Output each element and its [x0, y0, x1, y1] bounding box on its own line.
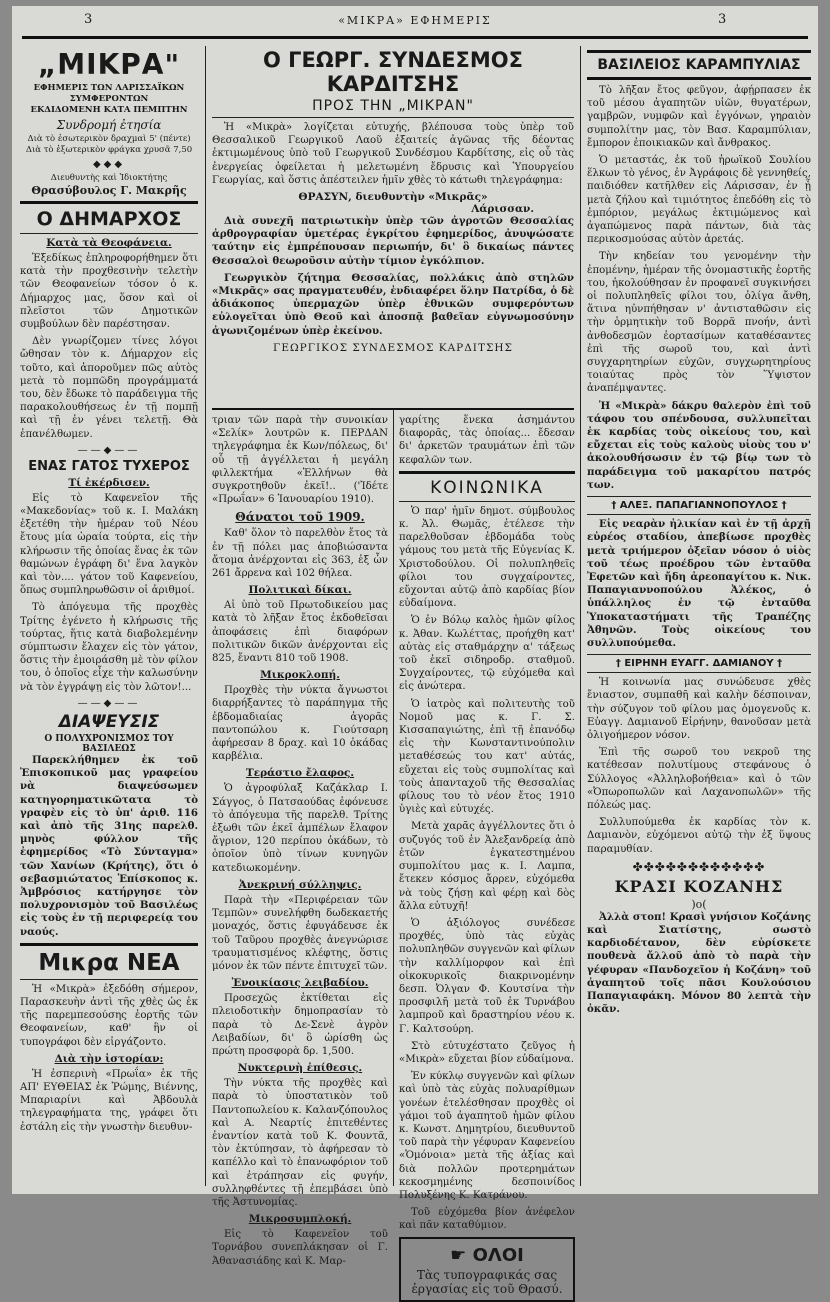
social-item: Ὁ ἀξιόλογος συνέδεσε προχθές, ὑπὸ τὰς εὐχὰς πολυπληθῶν συγγενῶν καὶ φίλων τὴν καλλίμορφον καὶ ἐπὶ οἰκοκυρικοῖς διακρινομένην δεσπ. Ὀλγαν Φ. Κουτσίνα τὴν προσφιλῆ μετὰ τοῦ ἐκ Τυρνάβου λαμπροῦ καὶ δραστηρίου νέου κ. Γ. Καλτσούρη. — [399, 917, 575, 1035]
obituary-paragraph: Τὴν κηδείαν του γενομένην τὴν ἐπομένην, ἡμέραν τῆς ὀνομαστικῆς ἑορτῆς του, ἠκολούθησαν ἐν προφανεῖ συγκινήσει οἱ πολυπληθεῖς φίλοι του, ὀλίγα ἄνθη, ἅτινα ηὐνπήθησαν ν' ἀντισταθῶσιν εἰς τὴν ὁρμητικὴν τοῦ Βορρᾶ πνοήν, ἀντὶ ἀνθοδεσμῶν ἐορτασίμων καταθέσαντες ἐπὶ τῆς σωροῦ του, καὶ ἀντὶ συγχαρητηρίων εὐχῶν, συγχωρητηρίους τοιαύτας πρὸς τὸν Ὕψιστον ἀναπέμψαντες. — [587, 251, 811, 395]
cat-subheading: Τί ἐκέρδισεν. — [68, 476, 150, 489]
obituary-2-paragraph: Εἰς νεαρὰν ἡλικίαν καὶ ἐν τῇ ἀρχῇ εὐρέος σταδίου, ἀπεβίωσε προχθὲς μετὰ τριήμερον ὀξεῖαν νόσον ὁ υἱὸς τοῦ τέως προέδρου τῶν ἐνταῦθα Ἐφετῶν καὶ ἤδη ἀρεοπαγίτου κ. Νικ. Παπαγιαννοπούλου Ἀλέκος, ὁ ὑπάλληλος ἐν τῷ ἐνταῦθα Ὑποκαταστήματι τῆς Τραπέζης Ἀθηνῶν. Τοὺς οἰκείους του συλλυπούμεθα. — [587, 518, 811, 649]
divider — [399, 471, 575, 474]
ornament: ——◆—— — [77, 444, 141, 456]
ornament: ◆◆◆ — [92, 159, 126, 170]
divider — [399, 501, 575, 502]
subscription-title: Συνδρομή ἐτησία — [56, 118, 162, 132]
column-2b — [399, 414, 575, 1296]
civil-paragraph: Αἱ ὑπὸ τοῦ Πρωτοδικείου μας κατὰ τὸ λῆξαν ἔτος ἐκδοθεῖσαι ἀποφάσεις ἐπὶ διαφόρων πολιτικῶν δικῶν ἀνέρχονται εἰς 825, ἔναντι 810 τοῦ 1908. — [212, 600, 388, 665]
obituary-3-paragraph: Συλλυπούμεθα ἐκ καρδίας τὸν κ. Δαμιανὸν, εὐχόμενοι αὐτῷ τὴν ἐξ ὕψους παραμυθίαν. — [587, 817, 811, 855]
page-header — [12, 6, 818, 40]
social-item: Στὸ εὐτυχέστατο ζεῦγος ἡ «Μικρὰ» εὔχεται βίον εὐδαίμονα. — [399, 1040, 575, 1065]
obituary-3-paragraph: Ἐπὶ τῆς σωροῦ του νεκροῦ της κατέθεσαν πολυτίμους στεφάνους ὁ Σύλλογος «Ἀλληλοβοήθεια» καὶ ὁ τῶν «Ὀπωροπωλῶν καὶ Λαχανοπωλῶν» τῆς πόλεώς μας. — [587, 747, 811, 811]
ad-heading — [405, 1245, 569, 1266]
divider — [587, 50, 811, 53]
telegram-paragraph: Διὰ συνεχῆ πατριωτικὴν ὑπὲρ τῶν ἀγροτῶν Θεσσαλίας ἀρθρογραφίαν ὑμετέρας ἐγκρίτου ἐφημερίδος, ἀνυψώσατε ταύτην εἰς ἐμπρέπουσαν περιωπήν, δι' ὃ δικαίως πάντες Θεσσαλοὶ θεωροῦσιν αὐτὴν τίμιον ἐγκόλπιον. — [212, 215, 574, 267]
theft-paragraph: Προχθὲς τὴν νύκτα ἄγνωστοι διαρρήξαντες τὸ παράπηγμα τῆς ἐβδομαδιαίας ἀγορᾶς παντοπώλου κ. Γιούτσαρη ἀφήρεσαν 8 δραχ. καὶ 10 ὀκάδας καρβέλια. — [212, 685, 388, 763]
mayor-subheading: Κατὰ τὰ Θεοφάνεια. — [46, 237, 172, 249]
scuffle-paragraph: Εἰς τὸ Καφενεῖον τοῦ Τορνάβου συνεπλάκησαν οἱ Γ. Ἀθανασιάδης καὶ Κ. Μαρ- — [212, 1229, 388, 1267]
column-divider-1 — [205, 46, 206, 1186]
news-heading: Μικρα ΝΕΑ — [38, 949, 180, 976]
ad-text: Τὰς τυπογραφικάς σας ἐργασίας εἰς τοῦ Θρασύ. — [411, 1267, 563, 1296]
union-subheading: ΠΡΟΣ ΤΗΝ „ΜΙΚΡΑΝ" — [312, 98, 474, 114]
mayor-paragraph: Δὲν γνωρίζομεν τίνες λόγοι ὤθησαν τὸν κ. Δήμαρχον εἰς τοῦτο, καὶ ἀποροῦμεν πῶς αὐτὸς μετὰ τὸ πομπῶδη προγράμματά του, δὲν ἔδωκε τὸ παράδειγμα τῆς παρακολουθήσεως ἐν τῇ πομπῇ καὶ τῇ ἐν γένει τελετῇ. Θὰ ἐπανέλθωμεν. — [20, 336, 198, 440]
cat-paragraph: Εἰς τὸ Καφενεῖον τῆς «Μακεδονίας» τοῦ κ. Ι. Μαλάκη ἐξετέθη τὴν ἡμέραν τοῦ Νέου ἔτους μία ὡραία τούρτα, εἰς τὴν κλήρωσιν τῆς ὁποίας ἕνας ἐκ τῶν θαμώνων ἐγράφη δι' ἕνα λαγκὸν καὶ τὸν.... γάτον τοῦ Καφενείου, ὅπως συμπληρωθῶσιν οἱ ἀριθμοί. — [20, 492, 198, 597]
deer-paragraph: Ὁ ἀγροφύλαξ Καζάκλαρ Ι. Σάγγος, ὁ Πατσαούδας ἐφόνευσε τὸ ἀπόγευμα τῆς παρελθ. Τρίτης ἐξωθι τῶν ἐκεῖ ἀμπέλων ἔλαφον ἄγριον, 120 περίπου ὀκάδων, τὸ ὁποῖον ὑπὸ τίνων κυνηγῶν κατεδιωκομένην. — [212, 783, 388, 874]
scuffle-heading: Μικροσυμπλοκή. — [248, 1213, 352, 1226]
wine-paragraph: Ἀλλὰ στοπ! Κρασὶ γνήσιον Κοζάνης καὶ Σιατίστης, σωστὸ καρδιοδέτανον, δὲν εὑρίσκετε πουθενὰ ἄλλοῦ ἀπὸ τὸ παρὰ τὴν γέφυραν «Πανδοχεῖον ἡ Κοζάνη» τοῦ ἀγαπητοῦ τοῖς πᾶσι Κουλούσιου Παπαγιαφάκη. Μόνον 80 λεπτὰ τὴν ὀκᾶν. — [587, 910, 811, 1016]
mayor-paragraph: Ἐξεδίκως ἐπληροφορήθημεν ὅτι κατὰ τὴν προχθεσινὴν τελετὴν τῶν Θεοφανείων τόσον ὁ κ. Δήμαρχος μας, ὅσον καὶ οἱ πλεῖστοι τῶν Δημοτικῶν συμβούλων δὲν παρέστησαν. — [20, 253, 198, 331]
social-item: Τοῦ εὐχόμεθα βίον ἀνέφελον καὶ πᾶν καταθύμιον. — [399, 1207, 575, 1232]
column-1 — [20, 46, 198, 1191]
column-3 — [587, 46, 811, 1191]
divider — [212, 408, 574, 410]
obituary-2-heading: † ΑΛΕΞ. ΠΑΠΑΓΙΑΝΝΟΠΟΥΛΟΣ † — [611, 500, 787, 512]
theft-heading: Μικροκλοπή. — [260, 669, 340, 682]
obituary-paragraph: Τὸ λῆξαν ἔτος φεῦγον, ἀφῄρπασεν ἐκ τοῦ μέσου ἀγαπητῶν υἱῶν, θυγατέρων, γαμβρῶν, νυμφῶν καὶ ἐγγόνων, γηραιὸν συμπολίτην μας, τὸν Βασ. Καραμπύλιαν, ἔμπορον ἐποικιακῶν καὶ ἄνθρακος. — [587, 85, 811, 149]
page-number-right: 3 — [718, 12, 727, 27]
news-continued: γαρίτης ἕνεκα ἀσημάντου διαφορᾶς, τὰς ὁποίας... ἔδεσαν δι' ἀρκετῶν τραυμάτων ἐπὶ τῶν κεφαλῶν των. — [399, 415, 575, 466]
civil-heading: Πολιτικαὶ δίκαι. — [248, 584, 352, 597]
telegram-signature: ΓΕΩΡΓΙΚΟΣ ΣΥΝΔΕΣΜΟΣ ΚΑΡΔΙΤΣΗΣ — [273, 341, 513, 354]
divider — [212, 117, 574, 118]
divider — [587, 672, 811, 673]
social-item: Ὁ ἰατρὸς καὶ πολιτευτὴς τοῦ Νομοῦ μας κ. Γ. Σ. Κισσαπαγιώτης, ἐπὶ τῇ ἐπανόδῳ εἰς τὴν Κωνσταντινούπολιν μεταθέσεώς του κατ' αὐτάς, εὔχεται εἰς τοὺς συμπολίτας καὶ τοὺς ἀπανταχοῦ τῆς Θεσσαλίας φίλους του τὸ νέον ἔτος 1910 ὑγιὲς καὶ εὐτυχές. — [399, 698, 575, 816]
deaths-paragraph: Καθ' ὅλον τὸ παρελθὸν ἔτος τὰ ἐν τῇ πόλει μας ἀποβιώσαντα ἄτομα ἀνέρχονται εἰς 363, ἐξ ὧν 261 ἄρρενα καὶ 102 θήλεα. — [212, 528, 388, 580]
page-number-left: 3 — [84, 12, 93, 27]
news-paragraph: Ἡ «Μικρὰ» ἐξεδόθη σήμερον, Παρασκευὴν ἀντὶ τῆς χθὲς ὡς ἐκ τῆς παρεμπεσούσης ἑορτῆς τῶν Θεοφανείων, καθ' ἣν οἱ τυπογράφοι δὲν εἰργάζοντο. — [20, 983, 198, 1048]
director-label: Διευθυντὴς καὶ Ἰδιοκτήτης — [50, 173, 168, 183]
divider — [20, 201, 198, 204]
telegram-city: Λάρισσαν. — [471, 203, 534, 216]
social-heading: ΚΟΙΝΩΝΙΚΑ — [430, 477, 544, 498]
column-divider-3 — [393, 410, 394, 1186]
header-rule — [22, 36, 808, 39]
obituary-paragraph: Ἡ «Μικρὰ» δάκρυ θαλερὸν ἐπὶ τοῦ τάφου του σπένδουσα, συλλυπεῖται ἐκ καρδίας τοὺς οἰκείους του, καὶ εὔχεται εἰς τοὺς καλοὺς υἱοὺς του ν' ἀκολουθήσωσιν ἐν τῷ βίῳ των τὸ παράδειγμα τοῦ μακαρίτου πατρός των. — [587, 399, 811, 491]
divider — [20, 943, 198, 946]
denial-subheading: Ο ΠΟΛΥΧΡΟΝΙΣΜΟΣ ΤΟΥ ΒΑΣΙΛΕΩΣ — [44, 733, 174, 754]
ornament: ——◆—— — [77, 697, 141, 709]
lease-heading: Ἐνοικίασις λειβαδίου. — [231, 977, 369, 990]
ornament-border: ✤✤✤✤✤✤✤✤✤✤✤✤ — [632, 859, 766, 874]
ad-title: ΟΛΟΙ — [472, 1244, 524, 1266]
column-2a — [212, 414, 388, 1267]
cat-heading: ΕΝΑΣ ΓΑΤΟΣ ΤΥΧΕΡΟΣ — [28, 458, 190, 474]
news-continued: τριαν τῶν παρὰ τὴν συνοικίαν «Σελίκ» λουτρῶν κ. ΠΕΡΔΑΝ τηλεγράφημα ἐκ Κων/πόλεως, δι' οὗ τῇ ἀγγέλλεται ἡ μεγάλη φιλλεκτήμα «Ἑλλήνων θὰ συγκροτηθοῦν ἐκεῖ!.. ('Ἰδέτε «Πρωΐαν» 6 Ἰανουαρίου 1910). — [212, 415, 388, 506]
social-item: Ἐν κύκλῳ συγγενῶν καὶ φίλων καὶ ὑπὸ τὰς εὐχὰς πολυαρίθμων γονέων ἐτελέσθησαν προχθὲς οἱ γάμοι τοῦ ἀγαπητοῦ ἡμῶν φίλου κ. Κωνστ. Δημητρίου, διευθυντοῦ τοῦ παρὰ τὴν γέφυραν Καφενείου «Ὁμόνοια» μετὰ τῆς ἀξίας καὶ διὰ πολλῶν προτερημάτων κεκοσμημένης δεσποινίδος Πολυξένης Κ. Κατράνου. — [399, 1071, 575, 1201]
arrest-heading: Ἀνεκρινή σύλληψις. — [238, 878, 362, 891]
deaths-heading: Θάνατοι τοῦ 1909. — [235, 510, 365, 525]
obituary-paragraph: Ὁ μεταστάς, ἐκ τοῦ ἡρωϊκοῦ Σουλίου ἕλκων τὸ γένος, ἐν Ἀγράφοις δὲ γεννηθείς, παιδιόθεν κατῆλθεν εἰς Λάρισσαν, ἐν ᾗ μετὰ ζήλου καὶ τιμιότητος ἐπεδόθη εἰς τὸ ἐμπόριον, μεγάλως ἐκτιμώμενος καὶ ἀγαπώμενος παρὰ πάντων, διὰ τὰς περικοσμούσας αὐτὸν ἀρετάς. — [587, 155, 811, 246]
arrest-paragraph: Παρὰ τὴν «Περιφέρειαν τῶν Τεμπῶν» συνελήφθη δωδεκαετής μοναχός, ὅστις ἐφυγάδευσε ἐκ τοῦ Ταῦρου προχθὲς ἀνεγνώρισε τραυματισμένος κλέφτης, ὅστις μόνον ἐκ τῶν πέντε ἐπιτυχεῖ τῶν. — [212, 894, 388, 972]
column-divider-2 — [580, 46, 581, 1186]
union-heading: Ο ΓΕΩΡΓ. ΣΥΝΔΕΣΜΟΣ ΚΑΡΔΙΤΣΗΣ — [263, 48, 523, 96]
social-item: Ὁ ἐν Βόλῳ καλὸς ἡμῶν φίλος κ. Ἀθαν. Κωλέττας, προήχθη κατ' αὐτὰς εἰς σταθμάρχην α' τάξεως τοῦ ἐκεῖ σιδηροδρ. σταθμοῦ. Συγχαίροντες, τῷ εὐχόμεθα καὶ εἰς ἀνώτερα. — [399, 615, 575, 693]
night-paragraph: Τὴν νύκτα τῆς προχθὲς καὶ παρὰ τὸ ὑποστατικὸν τοῦ Παντοπωλείου κ. Καλανζόπουλος καὶ Α. Νεαρτίς ἐπιτεθέντες ἐναντίον κατὰ τοῦ Κ. Φουντᾶ, τὸν ἐκτύπησαν, τὸ ἀφήρεσαν τὸ καπέλλο καὶ τὸ ἐπανωφόριον τοῦ καὶ ἐτράπησαν εἰς φυγήν, συλληφθέντες τῇ ἐπεμβάσει ὑπὸ τῆς Ἀστυνομίας. — [212, 1078, 388, 1208]
paper-subtitle: ΕΦΗΜΕΡΙΣ ΤΩΝ ΛΑΡΙΣΣΑΪΚΩΝ ΣΥΜΦΕΡΟΝΤΩΝ — [33, 83, 185, 104]
divider — [587, 77, 811, 80]
paper-publication-day: ΕΚΔΙΔΟΜΕΝΗ ΚΑΤΑ ΠΕΜΠΤΗΝ — [30, 105, 188, 115]
news-subheading: Διὰ τὴν ἱστορίαν: — [54, 1052, 164, 1065]
print-shop-ad — [399, 1237, 575, 1302]
divider — [587, 514, 811, 515]
divider — [20, 233, 198, 234]
divider — [587, 654, 811, 655]
obituary-heading: ΒΑΣΙΛΕΙΟΣ ΚΑΡΑΜΠΥΛΙΑΣ — [597, 57, 801, 73]
obituary-3-paragraph: Ἡ κοινωνία μας συνώδευσε χθὲς ἔνιαστον, συμπαθῆ καὶ καλὴν δέσποιναν, τὴν σύζυγον τοῦ φίλου μας ὁμογενοῦς κ. Εὐαγγ. Δαμιανοῦ Εἰρήνην, θανοῦσαν μετὰ ὀλιγοήμερον νόσον. — [587, 677, 811, 741]
cat-paragraph: Τὸ ἀπόγευμα τῆς προχθὲς Τρίτης ἐγένετο ἡ κλήρωσις τῆς τούρτας, ἥτις κατὰ διαβολεμένην σύμπτωσιν ἔλαχεν εἰς τὸν γάτον, ὅστις τὴν ἐμοιράσθη μὲ τὸν φίλον του, ὁ ὁποῖος εἶχε τὴν καλωσύνην νὰ τὸν ἐγγράψῃ εἰς τὸν λῶτον!... — [20, 602, 198, 693]
social-item: Ὁ παρ' ἡμῖν δημοτ. σύμβουλος κ. Ἀλ. Θωμᾶς, ἐτέλεσε τὴν παρελθοῦσαν ἑβδομάδα τοὺς γάμους του μετὰ τῆς Εὐγενίας Κ. Χριστοδούλου. Οἱ πολυπληθεῖς φίλοι του συγχαίροντες, εὔχονται αὐτῷ ἀπὸ καρδίας βίον εὐδαίμονα. — [399, 505, 575, 610]
mayor-heading: Ο ΔΗΜΑΡΧΟΣ — [36, 208, 182, 230]
pointing-hand-icon: ☛ — [450, 1244, 467, 1266]
wine-ornament: )o( — [691, 897, 707, 911]
paper-title: „ΜΙΚΡΑ" — [37, 48, 181, 81]
subscription-foreign: Διὰ τὸ ἐξωτερικὸν φράγκα χρυσᾶ 7,50 — [25, 145, 193, 155]
union-intro: Ἡ «Μικρὰ» λογίζεται εὐτυχής, βλέπουσα τοὺς ὑπὲρ τοῦ Θεσσαλικοῦ Γεωργικοῦ Λαοῦ ἐξαιτείς ἀγῶνας τῆς δέοντας ἐκτιμωμένους ὑπὸ τοῦ Γεωργικοῦ Συνδέσμου Καρδίτσης, εἰς οὗ τὰς ἐνεργείας ὀφείλεται ἡ μελετωμένη ἔδρυσις καὶ Ὑπουργείου Γεωργίας, καὶ ὅστις ἀπέστειλεν ἡμῖν χθὲς τὸ κάτωθι τηλεγράφημα: — [212, 122, 574, 186]
divider — [20, 979, 198, 980]
denial-paragraph: Παρεκλήθημεν ἐκ τοῦ Ἐπισκοπικοῦ μας γραφείου νὰ διαψεύσωμεν κατηγορηματικῶτατα τὸ γραφὲν εἰς τὸ ὑπ' ἀριθ. 116 καὶ ἀπὸ τῆς 31ης παρελθ. μηνὸς φύλλον τῆς ἐφημερίδος «Τὸ Σύνταγμα» τῶν Χανίων (Κρήτης), ὅτι ὁ σεβασμιώτατος Ἐπίσκοπος κ. Ἀμβρόσιος κατήργησε τὸν πολυχρονισμὸν τοῦ Βασιλέως εἰς τοὺς ἐν τῇ περιφερείᾳ του ναούς. — [20, 753, 198, 938]
social-item: Μετὰ χαρᾶς ἀγγέλλοντες ὅτι ὁ συζυγός τοῦ ἐν Ἀλεξανδρείᾳ ἀπὸ ἐτῶν ἐγκατεστημένου συμπολίτου μας κ. Ι. Λαμπα, ἔτεκεν κόσμος ἄρρεν, εὐχόμεθα νὰ τοὺς ζήσῃ καὶ φέρῃ καὶ δὸς ἄλλα εὐτυχῆ! — [399, 821, 575, 912]
divider — [587, 496, 811, 497]
telegram-paragraph: Γεωργικὸν ζήτημα Θεσσαλίας, πολλάκις ἀπὸ στηλῶν «Μικρᾶς» σας πραγματευθέν, ἐνδιαφέρει ὅλην Πατρίδα, ὁ δὲ ἀδιάκοπος ὑπερμαχῶν ὑπὲρ ἐθνικῶν συμφερόντων εὐλογεῖται ὑπὸ Θεοῦ καὶ ἀποσπᾷ βαθεῖαν εὐγνωμοσύνην ἀγωνιζομένων ὑπὲρ ἐκείνου. — [212, 271, 574, 337]
lease-paragraph: Προσεχῶς ἐκτίθεται εἰς πλειοδοτικὴν δημοπρασίαν τὸ παρὰ τὸ Δε-Σενὲ ἀγρὸν Λειβαδίων, δι' ὃ ὡρίσθη ὡς πρώτη προσφορὰ δρ. 1,500. — [212, 993, 388, 1057]
newspaper-page — [12, 6, 818, 1296]
director-name: Θρασύβουλος Γ. Μακρῆς — [31, 184, 187, 197]
deer-heading: Τεράστιο ἔλαφος. — [245, 767, 355, 780]
news-paragraph: Ἡ ἐσπερινὴ «Πρωΐα» ἐκ τῆς ΑΠ' ΕΥΘΕΙΑΣ ἐκ Ῥώμης, Βιέννης, Μπαριαρίνι καὶ Ἀβδουλὰ τηλεγραφήματα της, γράφει ὅτι ἐστάλη εἰς τὴν γνωστὴν διευθυν- — [20, 1068, 198, 1133]
telegram-addressee: ΘΡΑΣΥΝ, διευθυντὴν «Μικρᾶς» — [298, 191, 488, 204]
subscription-domestic: Διὰ τὸ ἐσωτερικὸν δραχμαὶ 5' (πέντε) — [27, 134, 191, 144]
column-2-top — [212, 46, 574, 406]
denial-heading: ΔΙΑΨΕΥΣΙΣ — [58, 711, 160, 732]
wine-heading: ΚΡΑΣΙ ΚΟΖΑΝΗΣ — [614, 876, 784, 896]
night-heading: Νυκτερινὴ ἐπίθεσις. — [237, 1062, 363, 1075]
masthead: «ΜΙΚΡΑ» ΕΦΗΜΕΡΙΣ — [338, 14, 492, 27]
obituary-3-heading: † ΕΙΡΗΝΗ ΕΥΑΓΓ. ΔΑΜΙΑΝΟΥ † — [615, 658, 783, 670]
